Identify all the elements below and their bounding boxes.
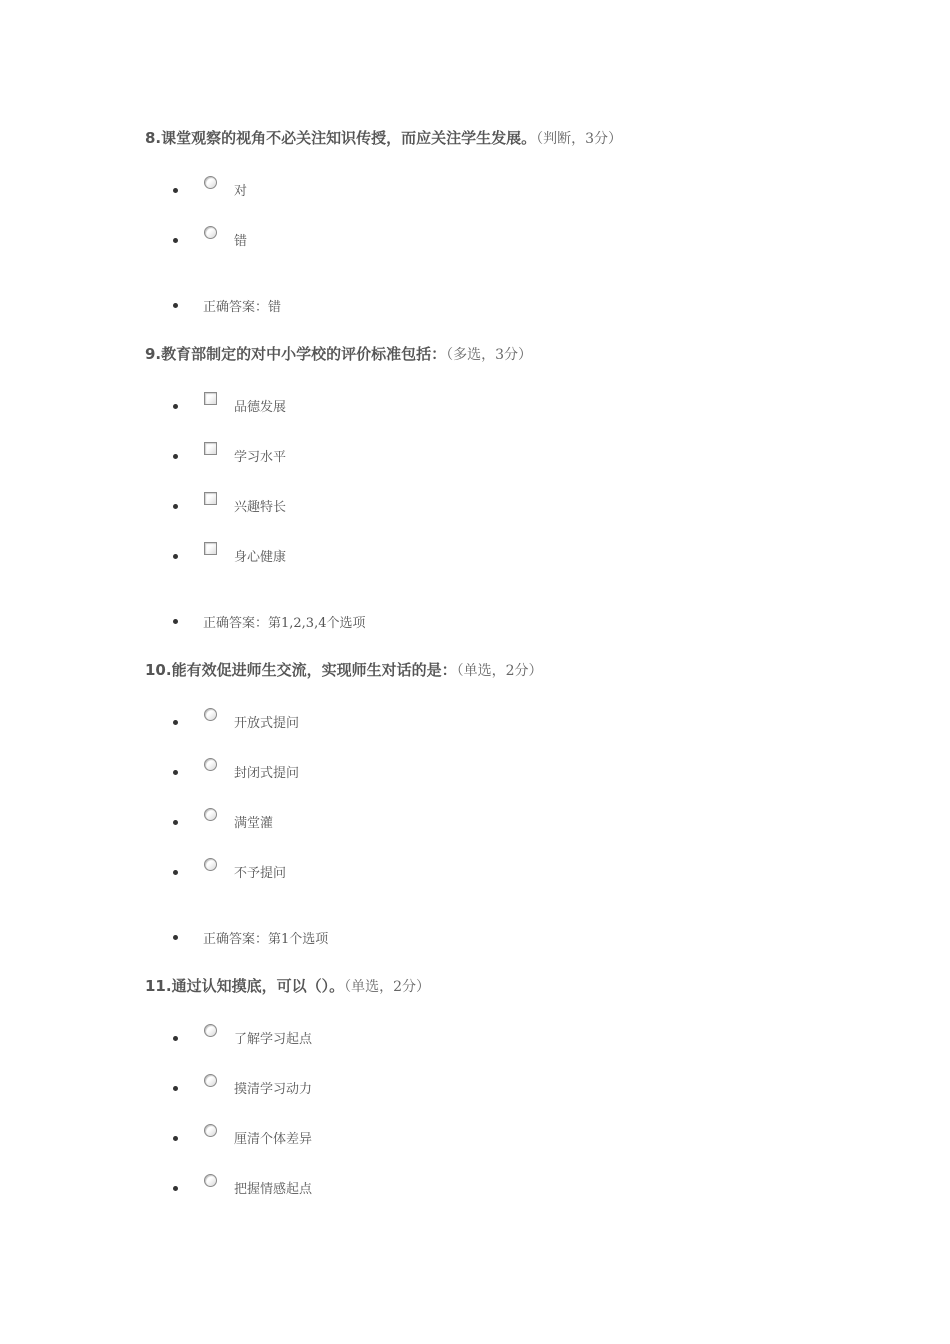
question-9-meta: （多选，3分）: [446, 347, 533, 363]
question-8-meta: （判断，3分）: [536, 131, 623, 147]
bullet-icon: [173, 1186, 178, 1191]
question-8-option-1[interactable]: [0, 176, 950, 206]
question-11-option-2[interactable]: [0, 1074, 950, 1104]
question-11-option-1[interactable]: [0, 1024, 950, 1054]
question-10-text: 10.能有效促进师生交流，实现师生对话的是：: [145, 661, 457, 679]
bullet-icon: [173, 238, 178, 243]
question-10-option-4[interactable]: [0, 858, 950, 888]
question-9-option-4[interactable]: [0, 542, 950, 572]
radio-button[interactable]: [204, 1174, 217, 1187]
bullet-icon: [173, 870, 178, 875]
question-10-title: [145, 659, 543, 680]
question-10-option-2[interactable]: [0, 758, 950, 788]
radio-button[interactable]: [204, 226, 217, 239]
radio-button[interactable]: [204, 858, 217, 871]
option-label: 身心健康: [234, 550, 287, 565]
checkbox[interactable]: [204, 442, 217, 455]
answer-label: 正确答案：第1个选项: [203, 932, 329, 947]
bullet-icon: [173, 554, 178, 559]
radio-button[interactable]: [204, 176, 217, 189]
question-10-meta: （单选，2分）: [456, 663, 543, 679]
option-label: 不予提问: [234, 866, 287, 881]
option-label: 学习水平: [234, 450, 287, 465]
question-8-option-2[interactable]: [0, 226, 950, 256]
option-label: 厘清个体差异: [234, 1132, 313, 1147]
bullet-icon: [173, 404, 178, 409]
bullet-icon: [173, 935, 178, 940]
question-11-text: 11.通过认知摸底，可以（）。: [145, 977, 345, 995]
bullet-icon: [173, 1036, 178, 1041]
question-9-option-3[interactable]: [0, 492, 950, 522]
bullet-icon: [173, 720, 178, 725]
option-label: 把握情感起点: [234, 1182, 313, 1197]
question-11-meta: （单选，2分）: [344, 979, 430, 995]
option-label: 封闭式提问: [234, 766, 300, 781]
bullet-icon: [173, 1086, 178, 1091]
checkbox[interactable]: [204, 542, 217, 555]
question-9-text: 9.教育部制定的对中小学校的评价标准包括：: [145, 345, 447, 363]
bullet-icon: [173, 188, 178, 193]
option-label: 兴趣特长: [234, 500, 287, 515]
question-9-option-1[interactable]: [0, 392, 950, 422]
answer-label: 正确答案：错: [203, 300, 282, 315]
bullet-icon: [173, 1136, 178, 1141]
question-10-answer: [0, 928, 950, 948]
question-10-option-1[interactable]: [0, 708, 950, 738]
bullet-icon: [173, 770, 178, 775]
radio-button[interactable]: [204, 708, 217, 721]
option-label: 开放式提问: [234, 716, 300, 731]
question-8-title: [145, 127, 622, 148]
option-label: 满堂灌: [234, 816, 274, 831]
question-9-option-2[interactable]: [0, 442, 950, 472]
option-label: 对: [234, 184, 248, 199]
question-8-answer: [0, 296, 950, 316]
radio-button[interactable]: [204, 1024, 217, 1037]
option-label: 品德发展: [234, 400, 287, 415]
question-10-option-3[interactable]: [0, 808, 950, 838]
question-11-title: [145, 975, 430, 996]
bullet-icon: [173, 820, 178, 825]
question-9-answer: [0, 612, 950, 632]
checkbox[interactable]: [204, 392, 217, 405]
question-8-text: 8.课堂观察的视角不必关注知识传授，而应关注学生发展。: [145, 129, 537, 147]
question-11-option-4[interactable]: [0, 1174, 950, 1204]
option-label: 摸清学习动力: [234, 1082, 313, 1097]
bullet-icon: [173, 303, 178, 308]
bullet-icon: [173, 454, 178, 459]
option-label: 错: [234, 234, 248, 249]
option-label: 了解学习起点: [234, 1032, 313, 1047]
radio-button[interactable]: [204, 808, 217, 821]
bullet-icon: [173, 619, 178, 624]
question-11-option-3[interactable]: [0, 1124, 950, 1154]
radio-button[interactable]: [204, 1074, 217, 1087]
question-9-title: [145, 343, 532, 364]
radio-button[interactable]: [204, 1124, 217, 1137]
bullet-icon: [173, 504, 178, 509]
answer-label: 正确答案：第1,2,3,4个选项: [203, 616, 366, 631]
checkbox[interactable]: [204, 492, 217, 505]
radio-button[interactable]: [204, 758, 217, 771]
